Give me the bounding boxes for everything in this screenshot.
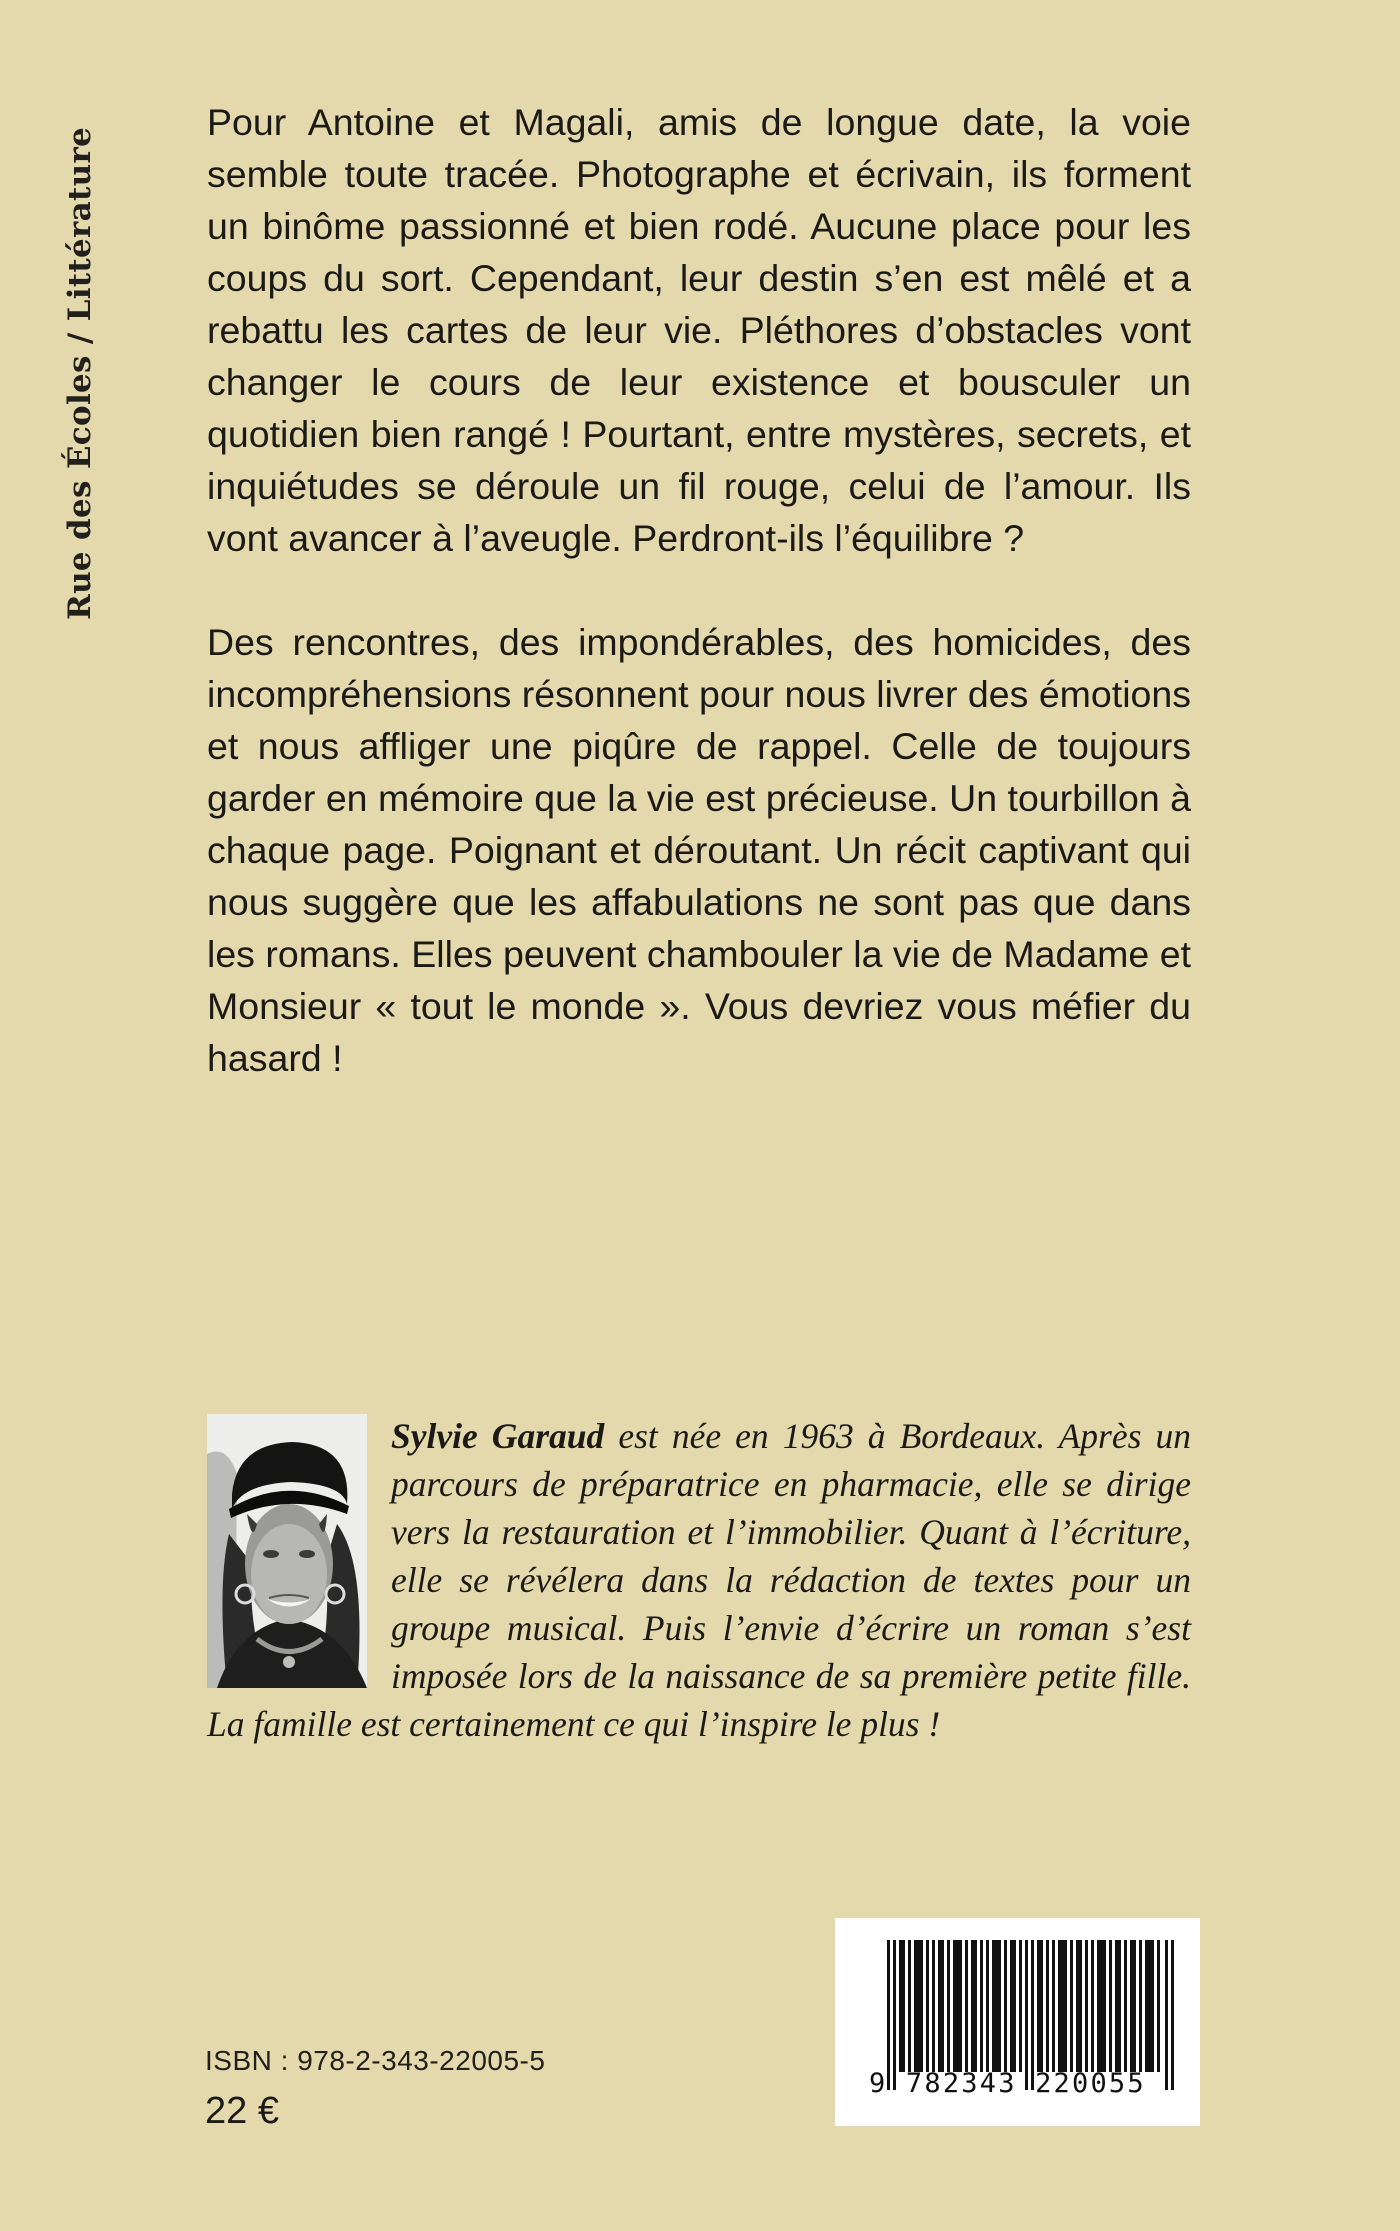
back-cover-summary [207, 96, 1191, 1136]
summary-paragraph-1: Pour Antoine et Magali, amis de longue date, la voie semble toute tracée. Photographe et écrivain, ils forment un binôme passionné et bien rodé. Aucune place pour les coups du sort. Cependant, leur destin s’en est mêlé et a rebattu les cartes de leur vie. Pléthores d’obstacles vont changer le cours de leur existence et bousculer un quotidien bien rangé ! Pourtant, entre mystères, secrets, et inquiétudes se déroule un fil rouge, celui de l’amour. Ils vont avancer à l’aveugle. Perdront-ils l’équilibre ? [207, 101, 1191, 559]
barcode-digits: 9 782343 220055 [869, 2068, 1146, 2099]
isbn: ISBN : 978-2-343-22005-5 [205, 2045, 546, 2076]
spine-label: Rue des Écoles / Littérature [62, 126, 98, 620]
author-photo [207, 1414, 367, 1688]
barcode [835, 1918, 1200, 2126]
author-bio-text: est née en 1963 à Bordeaux. Après un parcours de préparatrice en pharmacie, elle se dirige vers la restauration et l’immobilier. Quant à l’écriture, elle se révélera dans la rédaction de textes pour un groupe musical. Puis l’envie d’écrire un roman s’est imposée lors de la naissance de sa première petite fille. La famille est certainement ce qui l’inspire le plus ! [207, 1416, 1191, 1744]
price: 22 € [205, 2090, 279, 2132]
summary-paragraph-2: Des rencontres, des impondérables, des homicides, des incompréhensions résonnent pour nous livrer des émotions et nous affliger une piqûre de rappel. Celle de toujours garder en mémoire que la vie est précieuse. Un tourbillon à chaque page. Poignant et déroutant. Un récit captivant qui nous suggère que les affabulations ne sont pas que dans les romans. Elles peuvent chambouler la vie de Madame et Monsieur « tout le monde ». Vous devriez vous méfier du hasard ! [207, 621, 1191, 1079]
author-name: Sylvie Garaud [391, 1416, 605, 1456]
author-bio [207, 1412, 1191, 1748]
